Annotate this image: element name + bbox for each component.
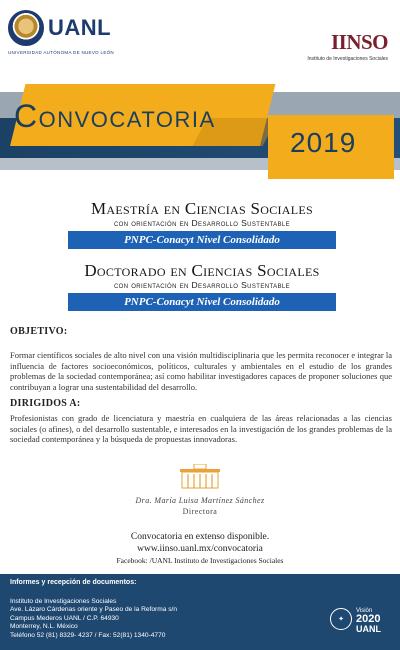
facebook-link[interactable]: Facebook: /UANL Instituto de Investigaciones Sociales <box>116 556 284 565</box>
uanl-seal-icon: ✦ <box>330 608 352 630</box>
footer-line: Ave. Lázaro Cárdenas oriente y Paseo de la Reforma s/n <box>10 606 178 614</box>
uanl-subtitle: UNIVERSIDAD AUTÓNOMA DE NUEVO LEÓN <box>8 50 114 55</box>
footer-line: Teléfono 52 (81) 8329- 4237 / Fax: 52(81) 1340-4770 <box>10 631 166 639</box>
uanl-seal-icon <box>8 10 44 46</box>
extension-note: Convocatoria en extenso disponible. <box>130 532 270 542</box>
directed-heading: DIRIGIDOS A: <box>10 398 81 409</box>
program-maestria <box>68 200 336 249</box>
vision-year: 2020 <box>356 613 381 625</box>
extension-url-link[interactable]: www.iinso.uanl.mx/convocatoria <box>137 544 263 554</box>
program-subtitle: con orientación en Desarrollo Sustentable <box>113 218 291 228</box>
footer <box>0 574 400 650</box>
program-subtitle: con orientación en Desarrollo Sustentable <box>113 280 291 290</box>
signature-role: Directora <box>182 507 218 516</box>
vision-label: Visión <box>356 608 373 614</box>
banner-year: 2019 <box>290 127 357 158</box>
program-title: Doctorado en Ciencias Sociales <box>84 261 320 280</box>
convocatoria-banner <box>0 82 400 182</box>
program-badge: PNPC-Conacyt Nivel Consolidado <box>68 231 336 249</box>
signature-name: Dra. María Luisa Martínez Sánchez <box>135 496 265 505</box>
program-title: Maestría en Ciencias Sociales <box>90 199 314 218</box>
iinso-logo[interactable]: IINSO <box>330 30 388 54</box>
footer-heading: Informes y recepción de documentos: <box>10 579 137 586</box>
vision-2020-logo <box>330 608 390 644</box>
footer-line: Campus Mederos UANL / C.P. 64930 <box>10 614 119 622</box>
objective-heading: OBJETIVO: <box>10 326 68 337</box>
iinso-subtitle: Instituto de Investigaciones Sociales <box>307 56 388 62</box>
footer-address <box>10 598 177 640</box>
program-badge: PNPC-Conacyt Nivel Consolidado <box>68 293 336 311</box>
directed-text: Profesionistas con grado de licenciatura y maestría en cualquiera de las áreas relacionadas a las ciencias sociales (o afines), o del desarrollo sustentable, e interesados en la investigación de los grandes problemas de la sociedad contemporánea y la búsqueda de propuestas innovadoras. <box>10 413 392 445</box>
program-doctorado <box>68 262 336 311</box>
vision-uanl: UANL <box>356 624 381 634</box>
institute-building-icon <box>180 464 220 490</box>
banner-title: Convocatoria <box>14 98 216 134</box>
objective-text: Formar científicos sociales de alto nivel con una visión multidisciplinaria que les permita reconocer e integrar la influencia de factores socioeconómicos, políticos, culturales y ambientales en el estudio de los grandes problemas de la sociedad contemporánea; así como habilitar investigadores capaces de proponer soluciones que contribuyan a lograr una sustentabilidad del desarrollo. <box>10 350 392 392</box>
footer-line: Monterrey, N.L. México <box>10 623 78 631</box>
uanl-name: UANL <box>48 15 112 40</box>
uanl-logo[interactable] <box>8 10 111 46</box>
header <box>0 0 400 78</box>
footer-line: Instituto de Investigaciones Sociales <box>10 598 117 605</box>
